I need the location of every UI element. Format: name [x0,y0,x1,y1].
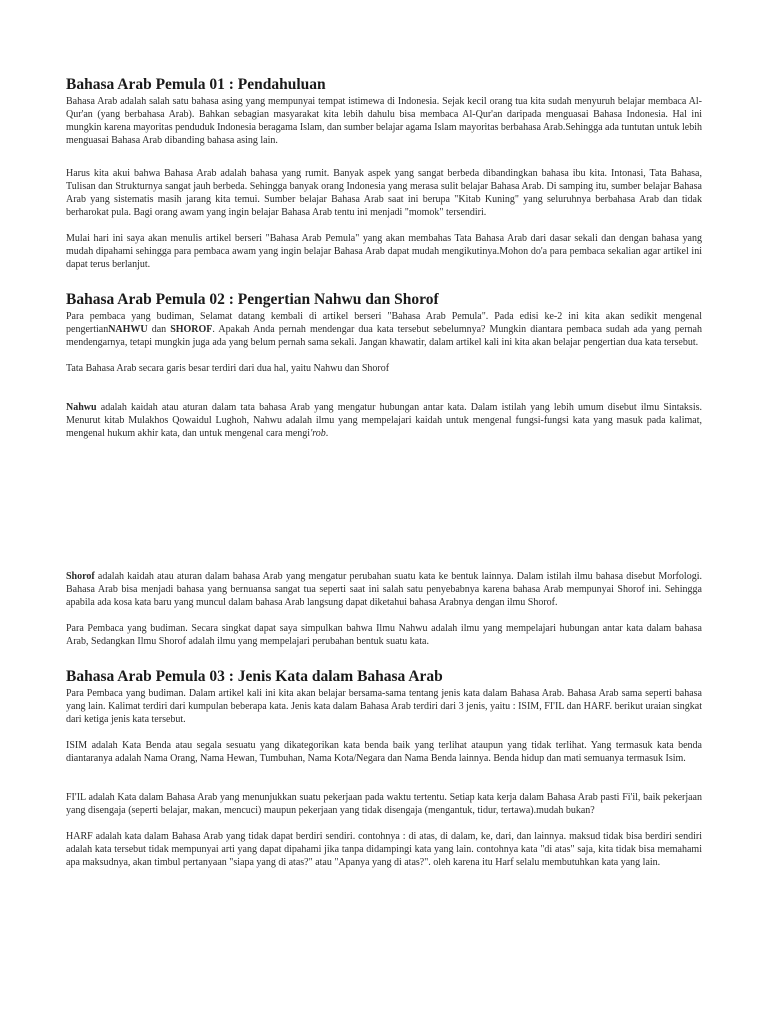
nahwu-italic: 'rob [310,428,326,439]
harf-paragraph: HARF adalah kata dalam Bahasa Arab yang tidak dapat berdiri sendiri. contohnya : di atas, di dalam, ke, dari, dan lainnya. maksud tidak bisa berdiri sendiri adalah kata tersebut tidak mempunyai arti yang dapat dipahami jika tanpa didampingi kata yang lain. contohnya kata "di atas" saja, kita tidak bisa memahami apa maksudnya, akan timbul pertanyaan "siapa yang di atas?" atau "Apanya yang di atas?". oleh karena itu Harf selalu membutuhkan kata yang lain. [66,831,702,868]
shorof-term: Shorof [66,571,95,582]
nahwu-term: Nahwu [66,402,97,413]
intro-text: dan [147,324,171,335]
section-02 [66,291,702,648]
nahwu-end: . [325,428,329,439]
intro-text: Para pembaca yang budiman, Selamat datang kembali di artikel berseri "Bahasa Arab Pemula". Pada edisi ke-2 ini kita akan sedikit mengenal pengertian [66,311,702,335]
document-body [66,76,702,869]
fiil-paragraph: FI'IL adalah Kata dalam Bahasa Arab yang menunjukkan suatu pekerjaan pada waktu tertentu. Setiap kata kerja dalam Bahasa Arab pasti Fi'il, baik pekerjaan yang disengaja (seperti belajar, makan, mencuci) maupun pekerjaan yang tidak disengaja (mengantuk, tidur, tertawa).mudah bukan? [66,792,702,816]
section-02-paragraph: Tata Bahasa Arab secara garis besar terdiri dari dua hal, yaitu Nahwu dan Shorof [66,363,390,374]
section-03 [66,668,702,869]
shorof-keyword: SHOROF [170,324,213,335]
shorof-definition [66,570,702,609]
section-01-paragraph: Harus kita akui bahwa Bahasa Arab adalah bahasa yang rumit. Banyak aspek yang sangat berbeda dibandingkan bahasa ibu kita. Intonasi, Tata Bahasa, Tulisan dan Strukturnya sangat jauh berbeda. Sehingga banyak orang Indonesia yang merasa sulit belajar Bahasa Arab. Di samping itu, sumber belajar Bahasa Arab yang sistematis masih jarang kita temui. Sumber belajar Bahasa Arab saat ini berupa "Kitab Kuning" yang seluruhnya berbahasa Arab dan tidak berharokat pula. Bagi orang awam yang ingin belajar Bahasa Arab tentu ini menjadi "momok" tersendiri. [66,168,702,218]
section-02-intro-paragraph [66,310,702,349]
intro-text: . Apakah Anda pernah mendengar dua kata tersebut sebelumnya? Mungkin diantara pembaca sudah ada yang pernah mendengarnya, tetapi mungkin juga ada yang belum pernah sama sekali. Jangan khawatir, dalam artikel kali ini kita akan belajar pengertian dua kata tersebut. [66,324,702,348]
nahwu-definition [66,401,702,440]
section-03-paragraph: Para Pembaca yang budiman. Dalam artikel kali ini kita akan belajar bersama-sama tentang jenis kata dalam Bahasa Arab. Bahasa Arab sama seperti bahasa yang lain. Kalimat terdiri dari kumpulan beberapa kata. Jenis kata dalam Bahasa Arab terdiri dari 3 jenis, yaitu : ISIM, FI'IL dan HARF. berikut uraian singkat dari ketiga jenis kata tersebut. [66,688,702,725]
section-01-title: Bahasa Arab Pemula 01 : Pendahuluan [66,76,326,93]
section-01-paragraph: Mulai hari ini saya akan menulis artikel berseri "Bahasa Arab Pemula" yang akan membahas Tata Bahasa Arab dari dasar sekali dan dengan bahasa yang mudah dipahami sehingga para pembaca awam yang ingin belajar Bahasa Arab dapat mudah mengikutinya.Mohon do'a para pembaca sekalian agar artikel ini dapat terus berlanjut. [66,233,702,270]
nahwu-text: adalah kaidah atau aturan dalam tata bahasa Arab yang mengatur hubungan antar kata. Dalam istilah yang lebih umum disebut ilmu Sintaksis. Menurut kitab Mulakhos Qowaidul Lughoh, Nahwu adalah ilmu yang mempelajari kaidah untuk mengenal fungsi-fungsi kata yang masuk pada kalimat, mengenal hukum akhir kata, dan untuk mengenal cara mengi [66,402,702,439]
nahwu-keyword: NAHWU [108,324,148,335]
section-02-title: Bahasa Arab Pemula 02 : Pengertian Nahwu dan Shorof [66,291,439,308]
isim-paragraph: ISIM adalah Kata Benda atau segala sesuatu yang dikategorikan kata benda baik yang terlihat ataupun yang tidak terlihat. Yang termasuk kata benda diantaranya adalah Nama Orang, Nama Hewan, Tumbuhan, Nama Kota/Negara dan Nama Benda lainnya. Benda hidup dan mati semuanya termasuk Isim. [66,740,702,764]
section-01-paragraph: Bahasa Arab adalah salah satu bahasa asing yang mempunyai tempat istimewa di Indonesia. Sejak kecil orang tua kita sudah menyuruh belajar membaca Al-Qur'an (yang berbahasa Arab). Bahkan sebagian masyarakat kita lebih dahulu bisa membaca Al-Qur'an daripada menguasai Bahasa Indonesia. Hal ini mungkin karena mayoritas penduduk Indonesia beragama Islam, dan sumber belajar agama Islam mayoritas berbahasa Arab.Sehingga ada tuntutan untuk lebih menguasai Bahasa Arab dibanding bahasa asing lain. [66,96,702,146]
section-03-title: Bahasa Arab Pemula 03 : Jenis Kata dalam Bahasa Arab [66,668,443,685]
section-01 [66,76,702,271]
section-02-summary: Para Pembaca yang budiman. Secara singkat dapat saya simpulkan bahwa Ilmu Nahwu adalah ilmu yang mempelajari hubungan antar kata dalam bahasa Arab, Sedangkan Ilmu Shorof adalah ilmu yang mempelajari perubahan bentuk suatu kata. [66,623,702,647]
shorof-text: adalah kaidah atau aturan dalam bahasa Arab yang mengatur perubahan suatu kata ke bentuk lainnya. Dalam istilah ilmu bahasa disebut Morfologi. Bahasa Arab bisa menjadi bahasa yang bernuansa sangat tua seperti saat ini salah satu penyebabnya karena bahasa Arab mempunyai Shorof ini. Sehingga apabila ada kosa kata baru yang muncul dalam bahasa Arab langsung dapat diketahui bahasa Arabnya dengan ilmu Shorof. [66,571,702,608]
